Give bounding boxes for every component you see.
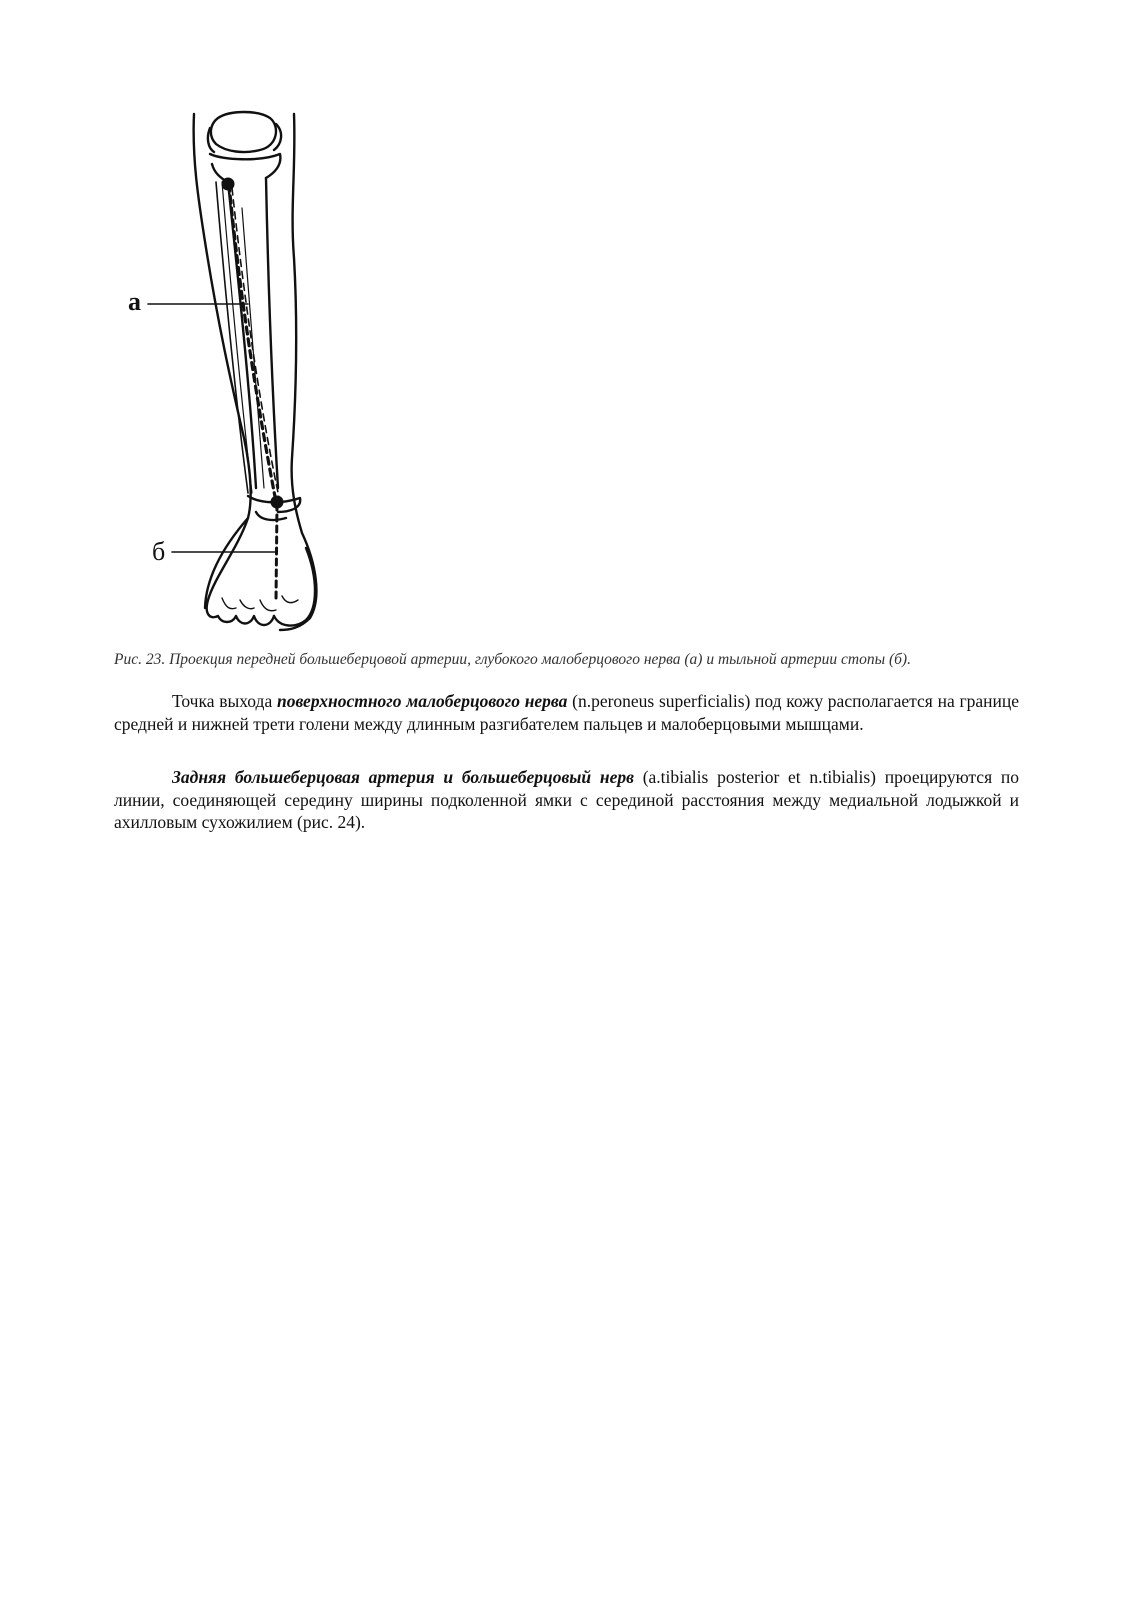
leg-projection-figure [110, 108, 370, 648]
label-a: а [128, 287, 141, 316]
tibia-head [210, 154, 280, 178]
leg-outline-right [280, 114, 316, 630]
paragraph-posterior-tibial-artery [114, 766, 1019, 834]
para1-bold-term: поверхностного малоберцового нерва [276, 691, 568, 711]
paragraph-superficial-peroneal-nerve [114, 690, 1019, 735]
para2-bold-term: Задняя большеберцовая артерия и большеберцовый нерв [172, 767, 634, 787]
para2-rest: (a.tibialis posterior et n.tibialis) проецируются по линии, соединяющей середину ширины подколенной ямки с серединой расстояния между медиальной лодыжкой и ахилловым сухожилием (рис. 24). [114, 767, 1019, 832]
label-b: б [152, 537, 166, 566]
para1-lead: Точка выхода [172, 691, 277, 711]
figure-caption: Рис. 23. Проекция передней большеберцовой артерии, глубокого малоберцового нерва (а) и тыльной артерии стопы (б). [114, 651, 911, 668]
projection-start-point [222, 178, 235, 191]
foot-outline [207, 518, 274, 625]
knee-patella [211, 112, 276, 152]
para1-rest: (n.peroneus superficialis) под кожу располагается на границе средней и нижней трети голени между длинным разгибателем пальцев и малоберцовыми мышцами. [114, 691, 1020, 734]
ankle-midpoint [271, 496, 284, 509]
